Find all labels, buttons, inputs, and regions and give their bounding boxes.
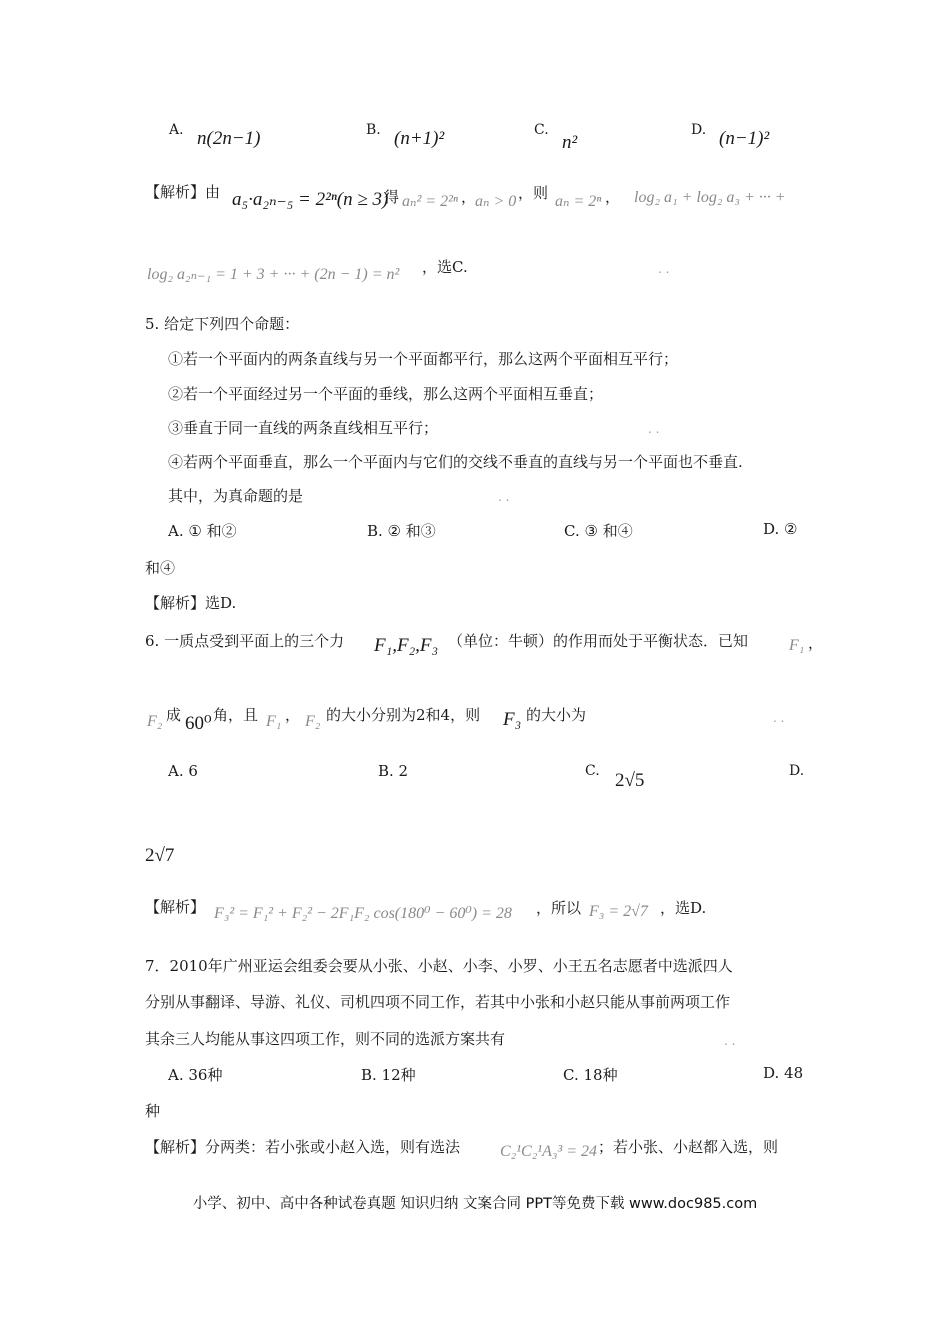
q6-dots: . . bbox=[773, 711, 785, 725]
q6-stem5: 的大小为 bbox=[526, 706, 587, 724]
q4-comma1: ， bbox=[461, 188, 477, 206]
q5-proposition-3: ③垂直于同一直线的两条直线相互平行； bbox=[168, 419, 439, 437]
q6-option-d: 2√7 bbox=[145, 845, 175, 866]
q5-option-c: C. ③ 和④ bbox=[564, 522, 633, 540]
q7-analysis-pre: 【解析】分两类：若小张或小赵入选，则有选法 bbox=[145, 1138, 461, 1156]
q5-proposition-1: ①若一个平面内的两条直线与另一个平面都平行，那么这两个平面相互平行； bbox=[168, 350, 679, 368]
q5-proposition-2: ②若一个平面经过另一个平面的垂线，那么这两个平面相互垂直； bbox=[168, 385, 604, 403]
q6-option-b: B. 2 bbox=[378, 762, 409, 780]
q4-comma2: ， bbox=[605, 188, 621, 206]
q5-option-d: D. ② bbox=[763, 520, 798, 538]
q6-mid: ，所以 bbox=[536, 899, 582, 917]
q5-proposition-4: ④若两个平面垂直，那么一个平面内与它们的交线不垂直的直线与另一个平面也不垂直. bbox=[168, 453, 743, 471]
q4-option-a: n(2n−1) bbox=[197, 128, 261, 149]
q6-stem3: 角，且 bbox=[213, 706, 259, 724]
q4-de: 得 bbox=[384, 188, 400, 206]
q6-eq2: F₃ = 2√7 bbox=[589, 903, 648, 920]
q5-ask-dots: . . bbox=[498, 490, 510, 504]
q7-line-3: 其余三人均能从事这四项工作，则不同的选派方案共有 bbox=[145, 1030, 506, 1048]
q4-eq3: aₙ > 0 bbox=[475, 193, 517, 210]
q4-option-c: n² bbox=[562, 132, 578, 153]
q4-option-d-label: D. bbox=[691, 122, 707, 138]
q4-option-c-label: C. bbox=[534, 122, 549, 138]
q6-option-c: 2√5 bbox=[615, 770, 645, 791]
q4-analysis-tag: 【解析】由 bbox=[145, 183, 221, 201]
q6-angle: 60⁰ bbox=[185, 713, 212, 734]
q4-eq5: log₂ a₁ + log₂ a₃ + ··· + bbox=[634, 189, 786, 206]
q6-f2b: F₂ bbox=[305, 713, 321, 730]
q7-analysis-post: ；若小张、小赵都入选，则 bbox=[598, 1138, 779, 1156]
q6-f1b: F₁ bbox=[266, 713, 282, 730]
q7-option-c: C. 18种 bbox=[563, 1066, 618, 1084]
q4-eq1: a₅·a₂ₙ₋₅ = 2²ⁿ(n ≥ 3) bbox=[232, 189, 389, 210]
q7-line3-dots: . . bbox=[724, 1034, 736, 1048]
q5-analysis: 【解析】选D. bbox=[145, 594, 237, 612]
q4-option-b: (n+1)² bbox=[394, 128, 445, 149]
q5-p3-dots: . . bbox=[648, 422, 660, 436]
q6-cheng: 成 bbox=[166, 706, 182, 724]
q4-ze: ，则 bbox=[518, 184, 549, 202]
q6-conclusion: ，选D. bbox=[660, 899, 707, 917]
q7-line-2: 分别从事翻译、导游、礼仪、司机四项不同工作，若其中小张和小赵只能从事前两项工作 bbox=[145, 993, 731, 1011]
q5-option-d-cont: 和④ bbox=[145, 559, 176, 577]
q6-option-a: A. 6 bbox=[168, 762, 198, 780]
q5-option-b: B. ② 和③ bbox=[367, 522, 436, 540]
footer-banner: 小学、初中、高中各种试卷真题 知识归纳 文案合同 PPT等免费下载 www.doc985.com bbox=[192, 1196, 758, 1212]
q6-forces: F₁,F₂,F₃ bbox=[374, 635, 439, 656]
q6-comma: ， bbox=[808, 634, 824, 652]
q6-comma2: ， bbox=[285, 706, 301, 724]
q6-option-d-label: D. bbox=[789, 763, 805, 779]
q4-eq4: aₙ = 2ⁿ bbox=[555, 193, 602, 210]
q7-eq1: C₂¹C₂¹A₃³ = 24 bbox=[500, 1143, 597, 1160]
q4-option-a-label: A. bbox=[169, 122, 184, 138]
q4-conclusion: ，选C. bbox=[422, 258, 468, 276]
q4-eq2: aₙ² = 2²ⁿ bbox=[402, 193, 458, 210]
q4-option-b-label: B. bbox=[366, 122, 381, 138]
q6-stem: 6. 一质点受到平面上的三个力 bbox=[145, 632, 345, 650]
q5-stem: 5. 给定下列四个命题： bbox=[145, 315, 300, 333]
q6-f3: F₃ bbox=[503, 709, 522, 730]
q4-eq6: log₂ a₂ₙ₋₁ = 1 + 3 + ··· + (2n − 1) = n² bbox=[147, 266, 400, 283]
q7-option-d: D. 48 bbox=[763, 1064, 804, 1082]
q6-stem2: （单位：牛顿）的作用而处于平衡状态．已知 bbox=[448, 632, 749, 650]
q6-f1: F₁ bbox=[789, 637, 805, 654]
q4-dots: . . bbox=[658, 262, 670, 276]
q6-f2: F₂ bbox=[147, 713, 163, 730]
q5-question: 其中，为真命题的是 bbox=[168, 487, 304, 505]
q5-option-a: A. ① 和② bbox=[168, 522, 237, 540]
q7-option-a: A. 36种 bbox=[168, 1066, 223, 1084]
q6-option-c-label: C. bbox=[585, 763, 600, 779]
q6-analysis-tag: 【解析】 bbox=[145, 898, 206, 916]
q7-line-1: 7．2010年广州亚运会组委会要从小张、小赵、小李、小罗、小王五名志愿者中选派四人 bbox=[145, 957, 733, 975]
q6-stem4: 的大小分别为2和4，则 bbox=[326, 706, 481, 724]
q7-option-d-cont: 种 bbox=[145, 1102, 161, 1120]
q7-option-b: B. 12种 bbox=[361, 1066, 416, 1084]
q6-eq1: F₃² = F₁² + F₂² − 2F₁F₂ cos(180⁰ − 60⁰) = 28 bbox=[214, 905, 512, 922]
q4-option-d: (n−1)² bbox=[719, 128, 770, 149]
